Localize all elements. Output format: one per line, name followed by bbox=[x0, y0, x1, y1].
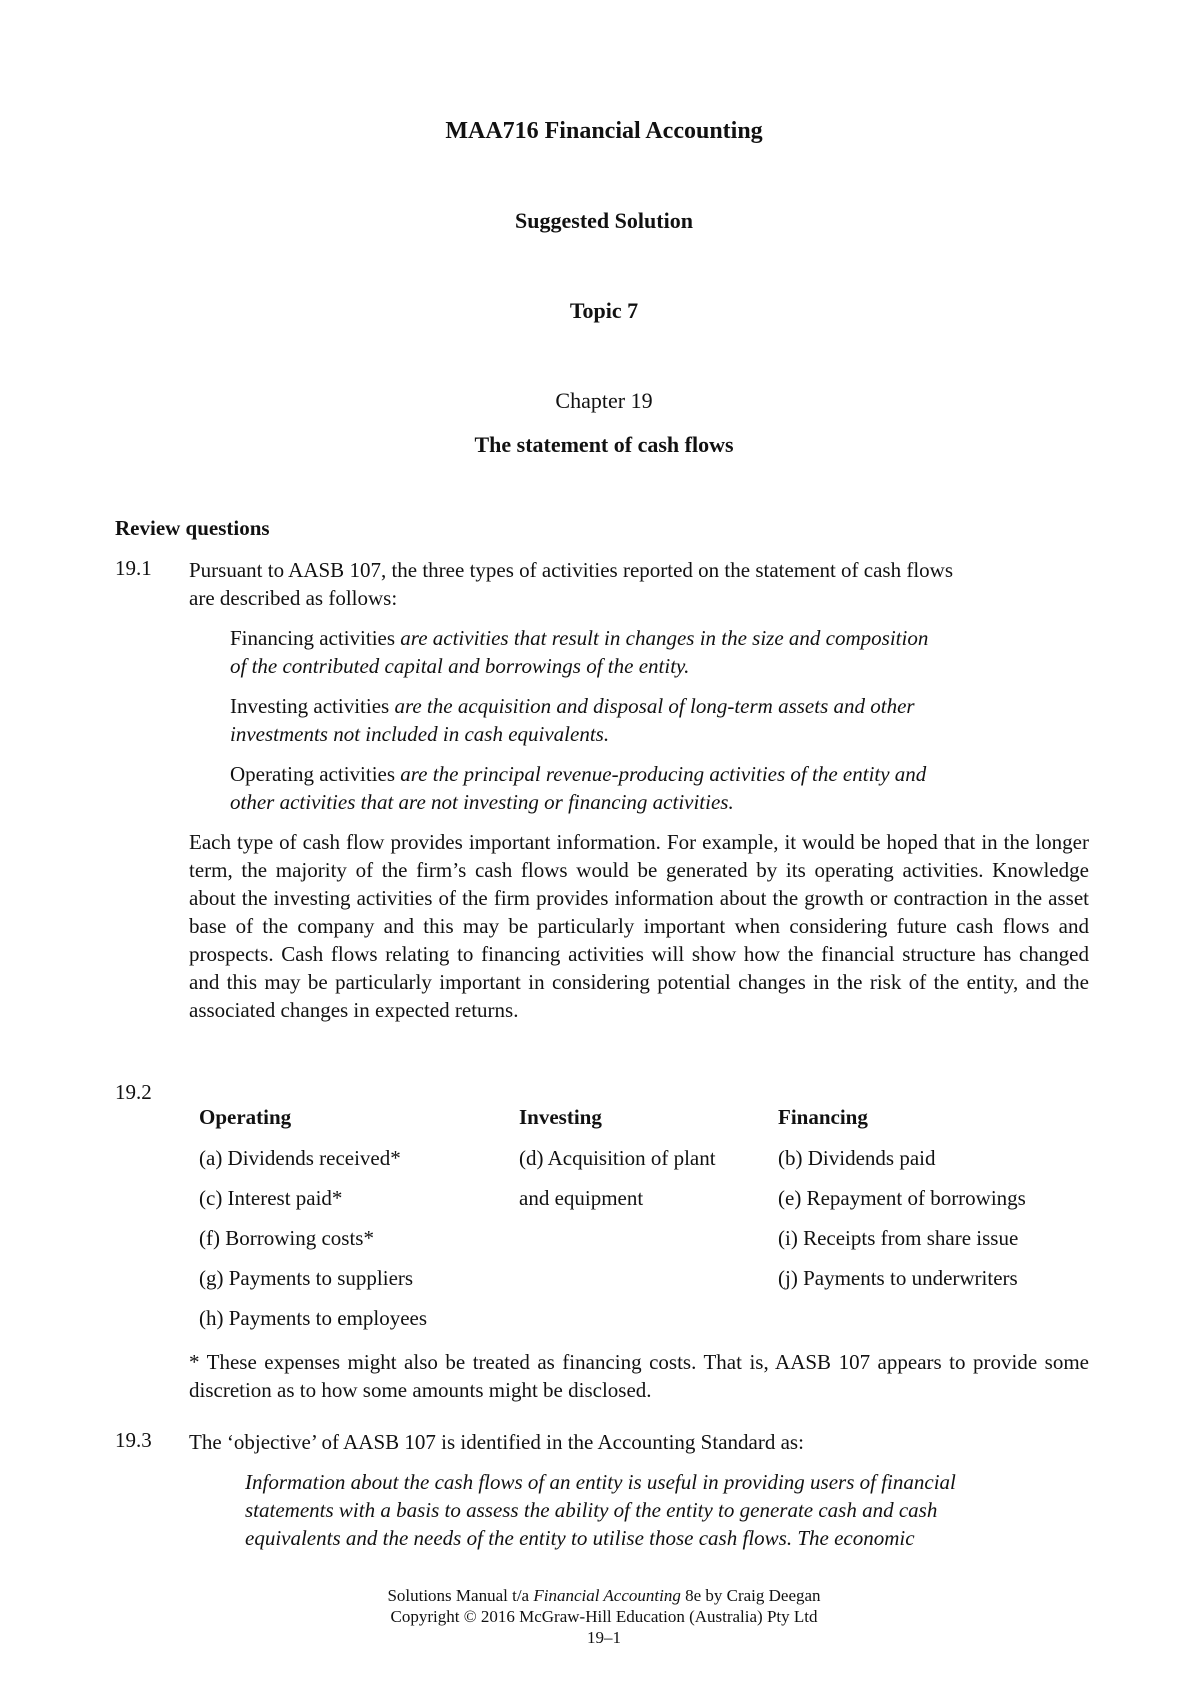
question-intro: The ‘objective’ of AASB 107 is identified in the Accounting Standard as: bbox=[189, 1430, 804, 1454]
footer-text: 8e by Craig Deegan bbox=[680, 1586, 821, 1605]
definition-text: are the acquisition and disposal of long-term assets and other bbox=[394, 694, 915, 718]
financing-item: (j) Payments to underwriters bbox=[778, 1266, 1018, 1290]
operating-item: (g) Payments to suppliers bbox=[199, 1266, 414, 1290]
financing-definition bbox=[230, 624, 1060, 680]
objective-quote bbox=[245, 1468, 1085, 1552]
definition-text: are the principal revenue-producing activities of the entity and bbox=[400, 762, 927, 786]
question-intro bbox=[189, 556, 1089, 612]
course-title: MAA716 Financial Accounting bbox=[445, 118, 763, 144]
quote-line: statements with a basis to assess the ability of the entity to generate cash and cash bbox=[245, 1498, 938, 1522]
footer-manual-line bbox=[0, 1585, 1200, 1606]
question-number: 19.2 bbox=[115, 1080, 152, 1104]
financing-item: (b) Dividends paid bbox=[778, 1146, 936, 1170]
operating-item: (c) Interest paid* bbox=[199, 1186, 343, 1210]
investing-item: and equipment bbox=[519, 1186, 644, 1210]
chapter-title: The statement of cash flows bbox=[474, 432, 734, 457]
operating-item: (a) Dividends received* bbox=[199, 1146, 401, 1170]
question-number: 19.1 bbox=[115, 556, 152, 580]
quote-line: Information about the cash flows of an entity is useful in providing users of financial bbox=[245, 1470, 956, 1494]
discussion-paragraph: Each type of cash flow provides important information. For example, it would be hoped that in the longer term, the majority of the firm’s cash flows would be generated by its operating activities. Knowledge about the investing activities of the firm provides information about the growth or contraction in the asset base of the company and this may be particularly important when considering future cash flows and prospects. Cash flows relating to financing activities will show how the financial structure has changed and this may be particularly important in considering potential changes in the risk of the entity, and the associated changes in expected returns. bbox=[189, 830, 1089, 1022]
footnote-paragraph: * These expenses might also be treated as financing costs. That is, AASB 107 appears to provide some discretion as to how some amounts might be disclosed. bbox=[189, 1350, 1089, 1402]
operating-item: (f) Borrowing costs* bbox=[199, 1226, 374, 1250]
investing-item: (d) Acquisition of plant bbox=[519, 1146, 716, 1170]
page-footer bbox=[0, 1585, 1200, 1648]
topic-label: Topic 7 bbox=[569, 298, 639, 323]
definition-text: other activities that are not investing or financing activities. bbox=[230, 790, 734, 814]
column-heading-operating: Operating bbox=[199, 1105, 292, 1129]
term: Financing activities bbox=[230, 626, 396, 650]
footer-book-title: Financial Accounting bbox=[533, 1586, 681, 1605]
column-heading-financing: Financing bbox=[778, 1105, 868, 1129]
term: Operating activities bbox=[230, 762, 396, 786]
question-number: 19.3 bbox=[115, 1428, 152, 1452]
definition-text: are activities that result in changes in the size and composition bbox=[400, 626, 929, 650]
financing-item: (i) Receipts from share issue bbox=[778, 1226, 1019, 1250]
operating-item: (h) Payments to employees bbox=[199, 1306, 428, 1330]
financing-item: (e) Repayment of borrowings bbox=[778, 1186, 1026, 1210]
quote-line: equivalents and the needs of the entity to utilise those cash flows. The economic bbox=[245, 1526, 915, 1550]
section-heading: Review questions bbox=[115, 516, 270, 540]
footer-text: Solutions Manual t/a bbox=[387, 1586, 534, 1605]
document-subtitle: Suggested Solution bbox=[515, 208, 693, 233]
definition-text: of the contributed capital and borrowings of the entity. bbox=[230, 654, 690, 678]
footer-copyright: Copyright © 2016 McGraw-Hill Education (Australia) Pty Ltd bbox=[390, 1607, 818, 1626]
investing-definition bbox=[230, 692, 1060, 748]
intro-line: Pursuant to AASB 107, the three types of activities reported on the statement of cash flows bbox=[189, 558, 954, 582]
chapter-label: Chapter 19 bbox=[555, 388, 653, 413]
term: Investing activities bbox=[230, 694, 390, 718]
definition-text: investments not included in cash equivalents. bbox=[230, 722, 610, 746]
page-number: 19–1 bbox=[587, 1628, 621, 1647]
operating-definition bbox=[230, 760, 1060, 816]
column-heading-investing: Investing bbox=[519, 1105, 602, 1129]
intro-line: are described as follows: bbox=[189, 586, 398, 610]
